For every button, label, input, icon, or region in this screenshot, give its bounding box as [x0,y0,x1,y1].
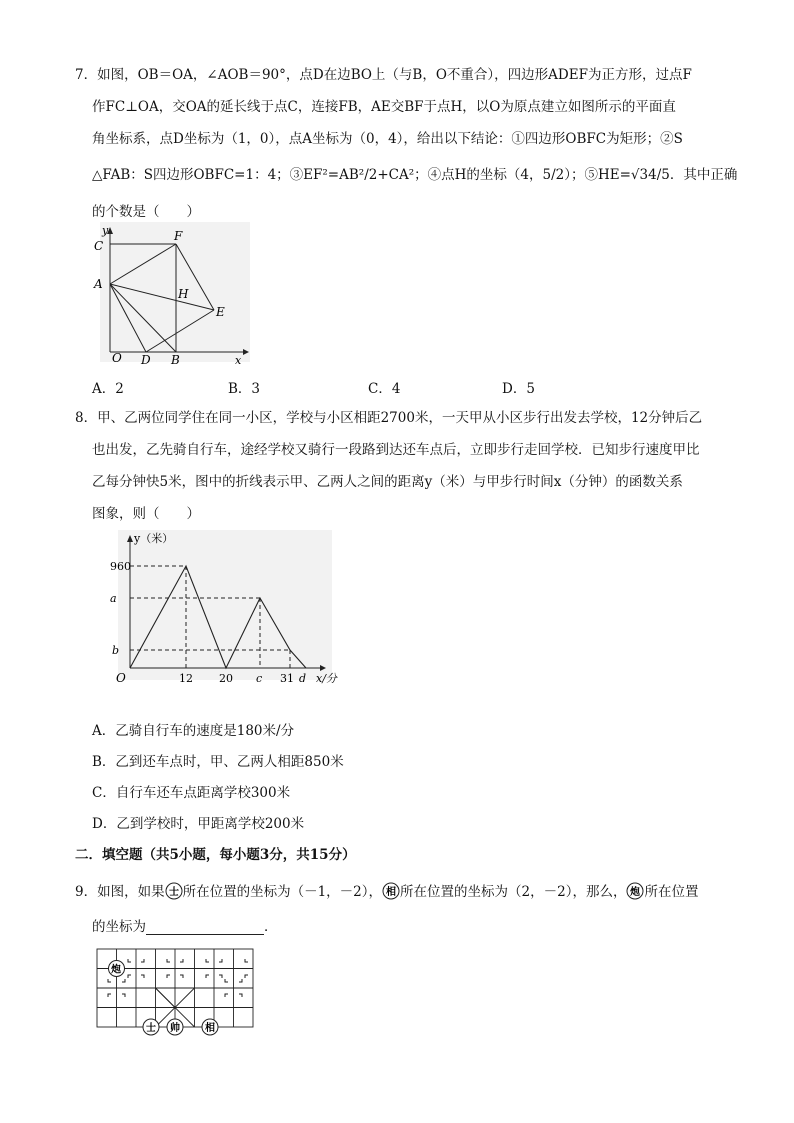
q8-line-4: 图象，则（ ） [92,506,200,522]
graph-x-label: x/分 [316,672,337,685]
tick-12: 12 [179,672,193,685]
q7-option-c: C．4 [368,381,401,397]
label-E: E [216,305,225,319]
q9-line-2: 的坐标为 ． [92,919,278,935]
q9-text-a: 9．如图，如果 [75,884,165,900]
svg-text:相: 相 [205,1023,215,1034]
graph-y-label: y（米） [134,532,174,545]
shi-piece-icon [165,882,183,900]
tick-960: 960 [110,560,131,573]
svg-text:帅: 帅 [170,1023,180,1034]
q9-answer-blank[interactable] [146,920,264,935]
q7-line-4: △FAB：S四边形OBFC=1：4；③EF²=AB²/2+CA²；④点H的坐标（4，5/2）；⑤HE=√34/5．其中正确 [92,167,738,183]
tick-a: a [110,592,117,605]
xiang-piece [202,1019,218,1035]
label-A: A [94,277,103,291]
q9-text-d: 所在位置 [644,884,699,900]
y-axis-label: y [102,224,109,237]
q9-line-1 [75,880,698,900]
shuai-piece [167,1019,183,1035]
tick-c: c [256,672,263,685]
label-D: D [141,353,151,367]
q7-line-2: 作FC⊥OA，交OA的延长线于点C，连接FB，AE交BF于点H，以O为原点建立如图所示的平面直 [92,99,676,115]
label-H: H [178,287,189,301]
tick-b: b [112,644,120,657]
q8-line-1: 8．甲、乙两位同学住在同一小区，学校与小区相距2700米，一天甲从小区步行出发去学校，12分钟后乙 [75,410,703,426]
tick-d: d [299,672,307,685]
svg-text:炮: 炮 [630,887,641,898]
shi-piece [143,1019,159,1035]
label-B: B [171,353,180,367]
q7-line-5: 的个数是（ ） [92,204,200,220]
tick-20: 20 [219,672,233,685]
xiang-piece-icon [382,882,400,900]
q8-line-3: 乙每分钟快5米，图中的折线表示甲、乙两人之间的距离y（米）与甲步行时间x（分钟）的函数关系 [92,474,683,490]
q8-option-d: D．乙到学校时，甲距离学校200米 [92,816,305,832]
q8-option-b: B．乙到还车点时，甲、乙两人相距850米 [92,754,344,770]
svg-text:士: 士 [146,1023,156,1034]
q7-option-b: B．3 [228,381,261,397]
q7-line-1: 7．如图，OB＝OA，∠AOB＝90°，点D在边BO上（与B，O不重合），四边形ADEF为正方形，过点F [75,67,692,83]
label-O: O [112,351,122,365]
q9-text-c: 所在位置的坐标为（2，－2），那么， [400,884,627,900]
section-fill-blank-title: 二．填空题（共5小题，每小题3分，共15分） [75,847,356,863]
label-F: F [174,229,183,243]
q7-figure [88,222,258,370]
q7-option-a: A．2 [92,381,124,397]
pao-piece [109,961,125,977]
q8-graph [94,530,354,700]
label-C: C [94,239,104,253]
pao-piece-icon [626,882,644,900]
svg-text:炮: 炮 [111,964,121,976]
graph-origin: O [116,671,126,685]
x-axis-label: x [235,354,242,367]
figure-bg [100,222,250,362]
tick-31: 31 [280,672,294,685]
q9-text-b: 所在位置的坐标为（－1，－2）， [182,884,383,900]
svg-text:士: 士 [168,887,179,898]
svg-text:相: 相 [386,887,397,898]
q8-option-a: A．乙骑自行车的速度是180米/分 [92,723,295,739]
q7-option-d: D．5 [502,381,535,397]
q9-chessboard [96,948,256,1040]
q8-option-c: C．自行车还车点距离学校300米 [92,785,291,801]
q7-line-3: 角坐标系，点D坐标为（1，0），点A坐标为（0，4），给出以下结论：①四边形OBFC为矩形；②S [92,131,683,147]
q8-line-2: 也出发，乙先骑自行车，途经学校又骑行一段路到达还车点后，立即步行走回学校．已知步行速度甲比 [92,442,700,458]
q9-answer-prompt: 的坐标为 [92,919,146,935]
